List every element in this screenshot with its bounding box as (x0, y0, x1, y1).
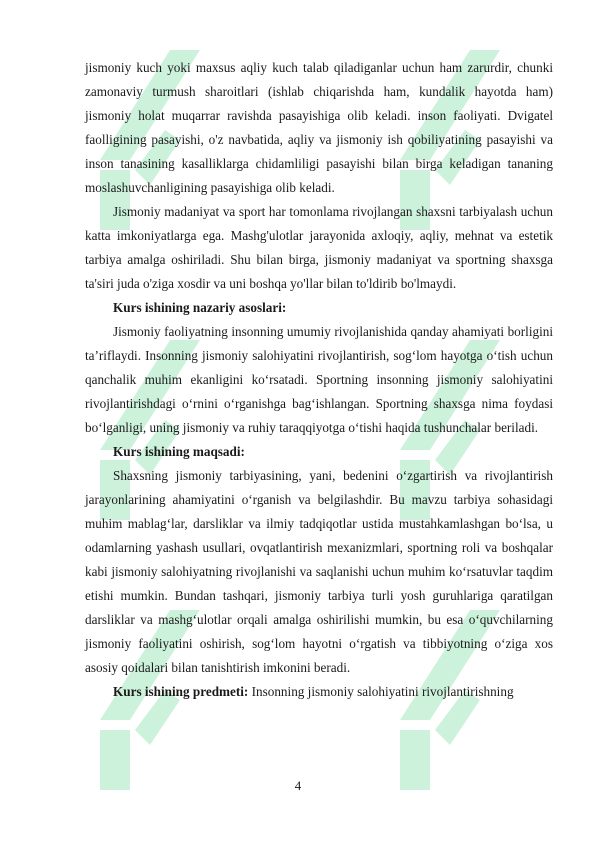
paragraph-intro: jismoniy kuch yoki maxsus aqliy kuch talab qiladiganlar uchun ham zarurdir, chunki zamonaviy turmush sharoitlari (ishlab chiqarishda ham, kundalik hayotda ham) jismoniy holat muqarrar ravishda pasayishiga olib keladi. inson faoliyati. Dvigatel faolligining pasayishi, o'z navbatida, aqliy va jismoniy ish qobiliyatining pasayishi va inson tanasining kasalliklarga chidamliligi pasayishi bilan birga keladigan tananing moslashuvchanligining pasayishiga olib keladi. (85, 60, 553, 195)
paragraph-physical-culture: Jismoniy madaniyat va sport har tomonlama rivojlangan shaxsni tarbiyalash uchun katta imkoniyatlarga ega. Mashg'ulotlar jarayonida axloqiy, aqliy, mehnat va estetik tarbiya amalga oshiriladi. Shu bilan birga, jismoniy madaniyat va sportning shaxsga ta'siri juda o'ziga xosdir va uni boshqa yo'llar bilan to'ldirib bo'lmaydi. (85, 204, 553, 291)
heading-course-subject: Kurs ishining predmeti: (113, 684, 249, 699)
paragraph-theoretical-basis: Jismoniy faoliyatning insonning umumiy rivojlanishida qanday ahamiyati borligini ta’riflaydi. Insonning jismoniy salohiyatini rivojlantirish, sog‘lom hayotga o‘tish uchun qanchalik muhim ekanligini ko‘rsatadi. Sportning insonning jismoniy salohiyatini rivojlantirishdagi o‘rnini o‘rganishga bag‘ishlangan. Sportning shaxsga nima foydasi bo‘lganligi, uning jismoniy va ruhiy taraqqiyotga o‘tishi haqida tushunchalar beriladi. (85, 324, 553, 435)
heading-theoretical-basis: Kurs ishining nazariy asoslari: (113, 300, 287, 315)
paragraph-course-subject-text: Insonning jismoniy salohiyatini rivojlantirishning (248, 684, 514, 699)
paragraph-course-subject (85, 680, 553, 704)
paragraph-course-goal: Shaxsning jismoniy tarbiyasining, yani, bedenini o‘zgartirish va rivojlantirish jarayonlarining ahamiyatini o‘rganish va belgilashdir. Bu mavzu tarbiya sohasidagi muhim mablag‘lar, darsliklar va ilmiy tadqiqotlar ustida mustahkamlashgan bo‘lsa, u odamlarning yashash usullari, ovqatlantirish mexanizmlari, sportning roli va boshqalar kabi jismoniy salohiyatning rivojlanishi va saqlanishi uchun muhim ko‘rsatuvlar taqdim etishi mumkin. Bundan tashqari, jismoniy tarbiya turli yosh guruhlariga qaratilgan darsliklar va mashg‘ulotlar orqali amalga oshirilishi mumkin, bu esa o‘quvchilarning jismoniy faoliyatini oshirish, sog‘lom hayotni o‘rgatish va tibbiyotning o‘ziga xos asosiy qoidalari bilan tanishtirish imkonini beradi. (85, 468, 553, 675)
document-body (85, 56, 553, 704)
heading-course-goal: Kurs ishining maqsadi: (113, 444, 245, 459)
page-number: 4 (294, 778, 302, 793)
